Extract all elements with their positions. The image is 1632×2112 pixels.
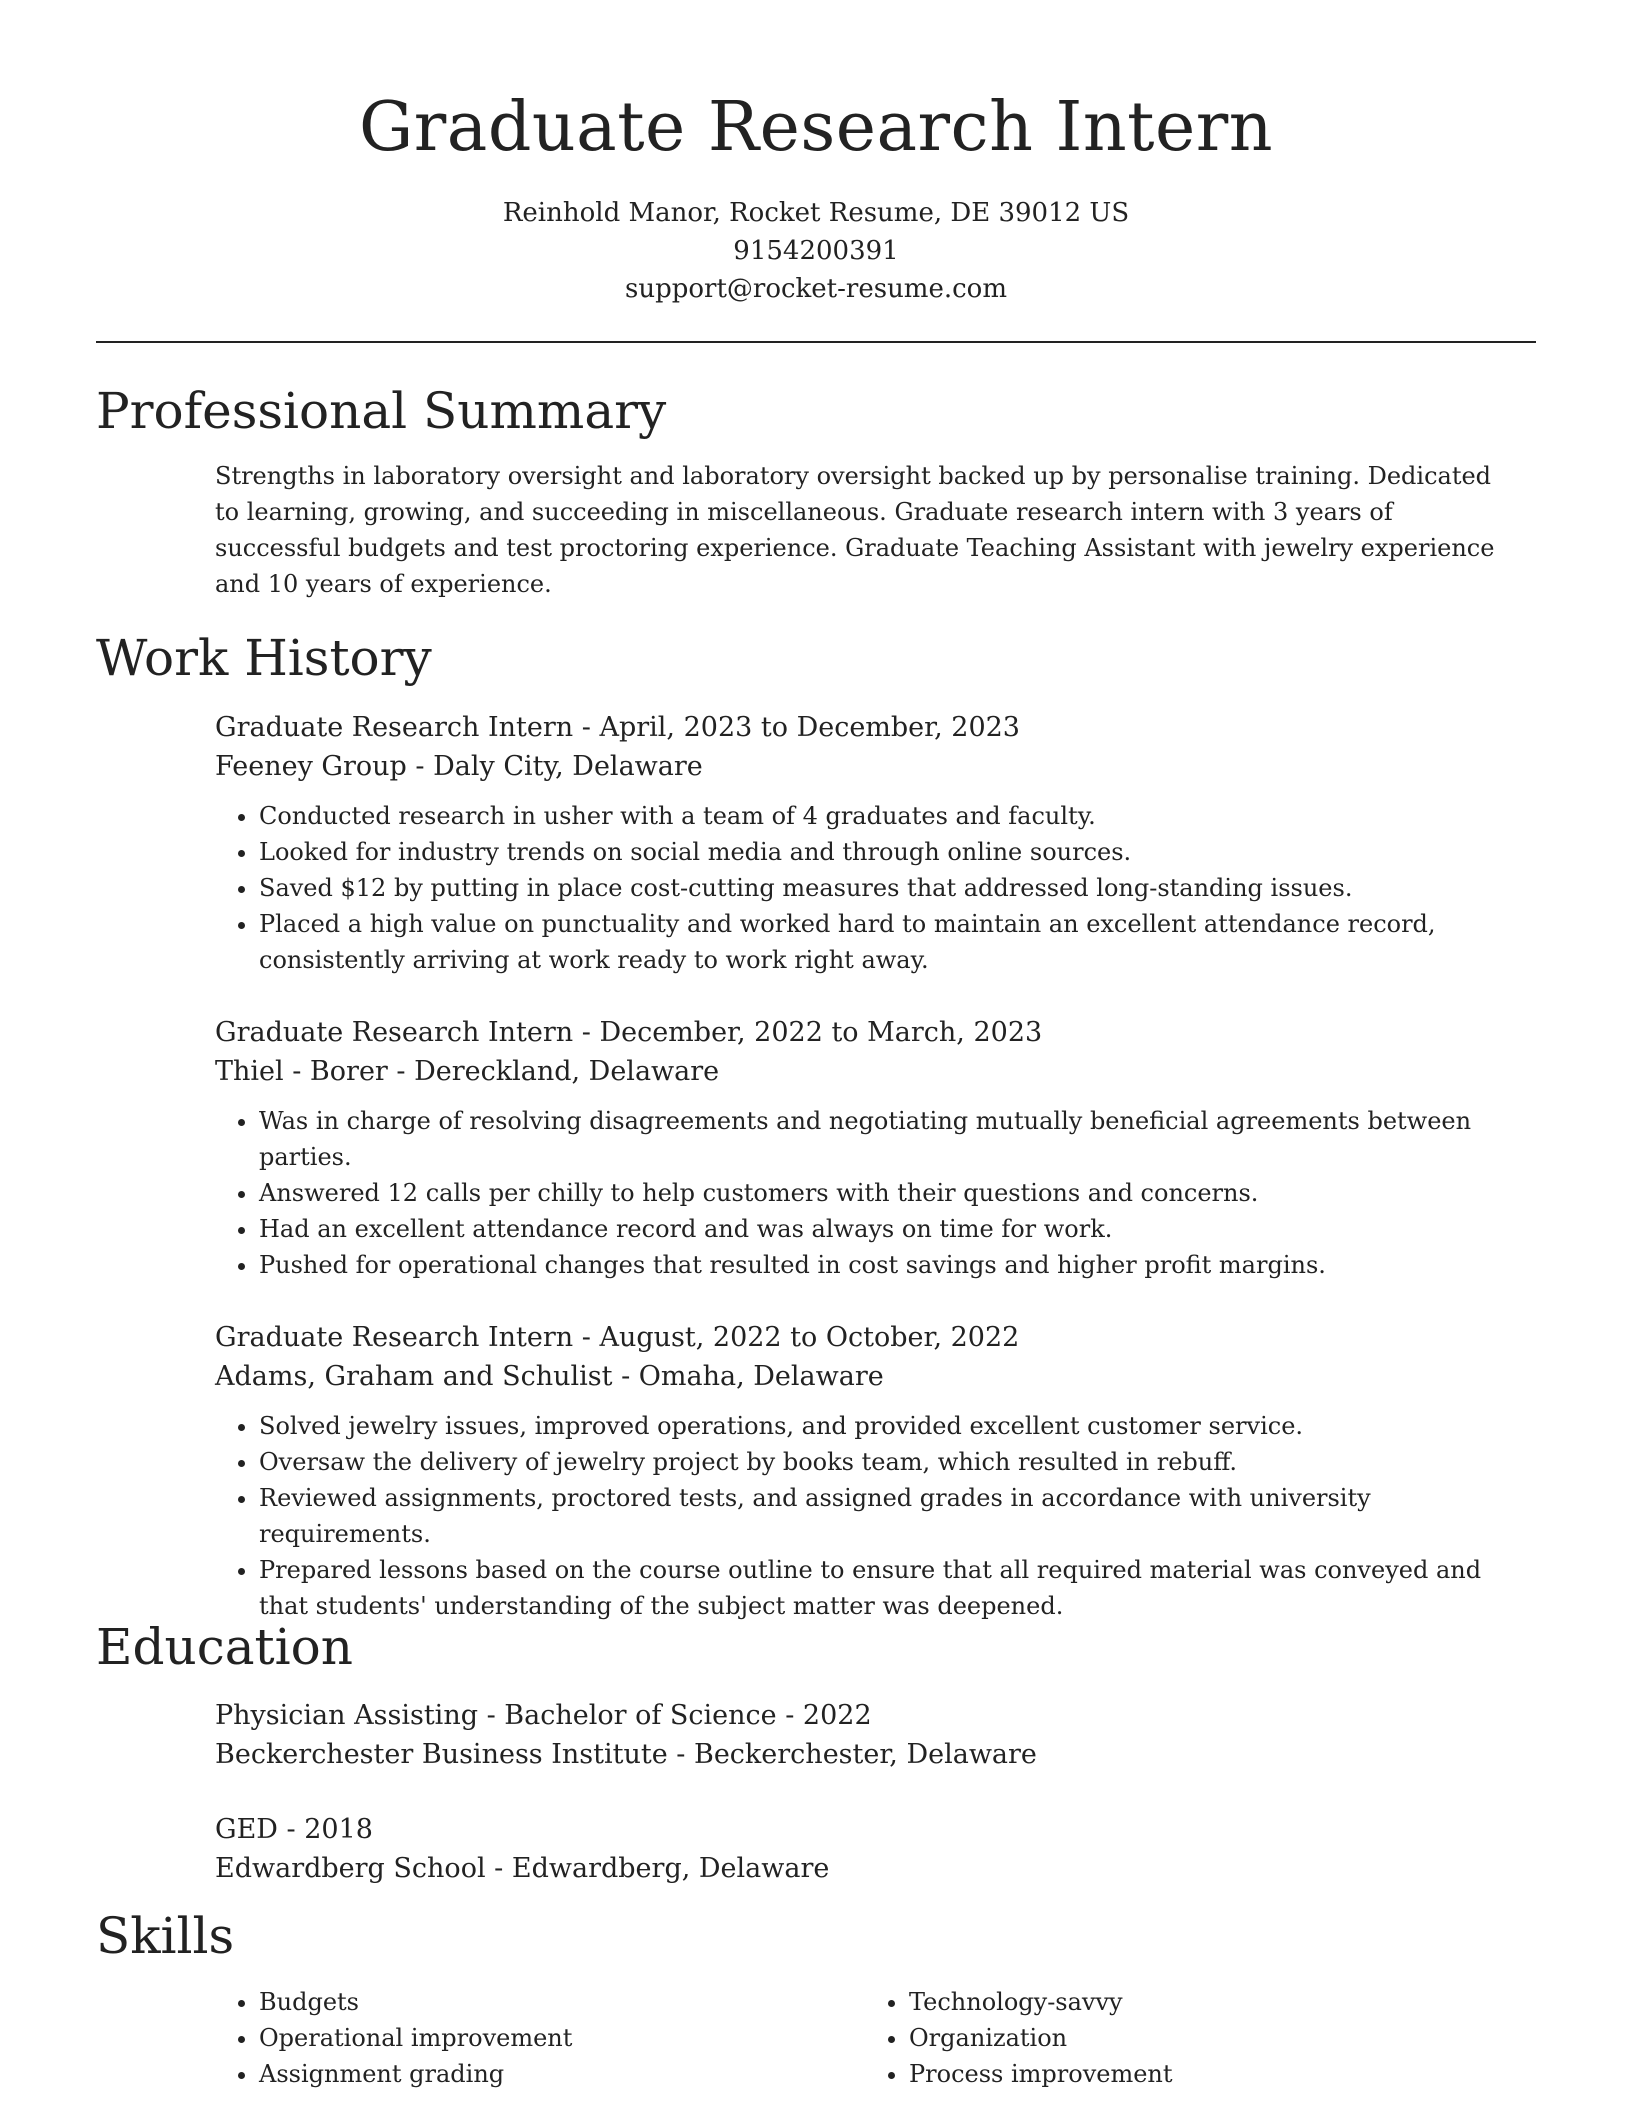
job-company-line	[215, 1052, 1515, 1091]
school-line	[215, 1849, 1515, 1888]
education-entry-2	[215, 1810, 1515, 1888]
skills-heading: Skills	[96, 1907, 235, 1965]
job-title-line	[215, 708, 1515, 747]
skills-columns	[215, 1984, 1515, 2092]
job-entry-3	[215, 1318, 1515, 1624]
job-bullet: • Pushed for operational changes that resulted in cost savings and higher profit margins.	[259, 1247, 1515, 1283]
header-divider	[96, 341, 1536, 343]
candidate-title: Graduate Research Intern	[358, 88, 1274, 167]
degree-line: GED - 2018	[215, 1814, 373, 1845]
education-entry-1	[215, 1696, 1515, 1774]
school-name: Beckerchester Business Institute	[215, 1739, 668, 1770]
job-dates: - December, 2022 to March, 2023	[573, 1017, 1043, 1048]
summary-heading: Professional Summary	[96, 382, 667, 440]
company-name: Feeney Group	[215, 751, 407, 782]
job-bullets	[215, 1103, 1515, 1283]
job-company-line	[215, 747, 1515, 786]
school-location: - Beckerchester, Delaware	[667, 1739, 1037, 1770]
education-heading: Education	[96, 1618, 353, 1676]
job-bullet: • Was in charge of resolving disagreements and negotiating mutually beneficial agreements between parties.	[259, 1103, 1515, 1175]
summary-text: Strengths in laboratory oversight and laboratory oversight backed up by personalise training. Dedicated to learning, growing, and succeeding in miscellaneous. Graduate research intern with 3 years of successful budgets and test proctoring experience. Graduate Teaching Assistant with jewelry experience and 10 years of experience.	[215, 462, 1495, 598]
job-company-line	[215, 1357, 1515, 1396]
skills-list-right	[865, 1984, 1515, 2092]
skill-item: • Technology-savvy	[909, 1984, 1515, 2020]
school-name: Edwardberg School	[215, 1853, 486, 1884]
company-location: - Omaha, Delaware	[612, 1361, 884, 1392]
job-bullet: • Conducted research in usher with a team of 4 graduates and faculty.	[259, 798, 1515, 834]
job-bullets	[215, 798, 1515, 978]
phone-number: 9154200391	[733, 236, 899, 266]
job-title-line	[215, 1318, 1515, 1357]
job-entry-2	[215, 1013, 1515, 1283]
company-location: - Dereckland, Delaware	[387, 1056, 720, 1087]
skill-item: • Process improvement	[909, 2056, 1515, 2092]
school-location: - Edwardberg, Delaware	[485, 1853, 830, 1884]
job-dates: - August, 2022 to October, 2022	[573, 1322, 1020, 1353]
job-bullet: • Saved $12 by putting in place cost-cutting measures that addressed long-standing issues.	[259, 870, 1515, 906]
company-name: Thiel - Borer	[215, 1056, 388, 1087]
resume-header	[0, 0, 1632, 308]
job-bullet: • Reviewed assignments, proctored tests, and assigned grades in accordance with university requirements.	[259, 1480, 1515, 1552]
job-bullet: • Oversaw the delivery of jewelry project by books team, which resulted in rebuff.	[259, 1444, 1515, 1480]
skill-item: • Operational improvement	[259, 2020, 865, 2056]
job-bullet: • Looked for industry trends on social media and through online sources.	[259, 834, 1515, 870]
job-bullet: • Solved jewelry issues, improved operations, and provided excellent customer service.	[259, 1408, 1515, 1444]
job-bullet: • Had an excellent attendance record and was always on time for work.	[259, 1211, 1515, 1247]
skill-item: • Organization	[909, 2020, 1515, 2056]
company-location: - Daly City, Delaware	[406, 751, 703, 782]
skills-list-left	[215, 1984, 865, 2092]
address-line: Reinhold Manor, Rocket Resume, DE 39012 US	[502, 198, 1130, 228]
school-line	[215, 1735, 1515, 1774]
job-bullet: • Prepared lessons based on the course outline to ensure that all required material was conveyed and that students' understanding of the subject matter was deepened.	[259, 1552, 1515, 1624]
job-bullet: • Placed a high value on punctuality and worked hard to maintain an excellent attendance record, consistently arriving at work ready to work right away.	[259, 906, 1515, 978]
skills-section	[215, 1984, 1515, 2092]
skill-item: • Budgets	[259, 1984, 865, 2020]
job-role: Graduate Research Intern	[215, 1017, 574, 1048]
email-address: support@rocket-resume.com	[624, 274, 1007, 304]
job-entry-1	[215, 708, 1515, 978]
company-name: Adams, Graham and Schulist	[215, 1361, 613, 1392]
job-title-line	[215, 1013, 1515, 1052]
job-dates: - April, 2023 to December, 2023	[573, 712, 1020, 743]
summary-section	[215, 458, 1515, 602]
job-bullet: • Answered 12 calls per chilly to help customers with their questions and concerns.	[259, 1175, 1515, 1211]
skill-item: • Assignment grading	[259, 2056, 865, 2092]
contact-info	[0, 194, 1632, 308]
job-role: Graduate Research Intern	[215, 712, 574, 743]
degree-line: Physician Assisting - Bachelor of Science - 2022	[215, 1700, 872, 1731]
work-history-heading: Work History	[96, 629, 432, 687]
job-role: Graduate Research Intern	[215, 1322, 574, 1353]
job-bullets	[215, 1408, 1515, 1624]
